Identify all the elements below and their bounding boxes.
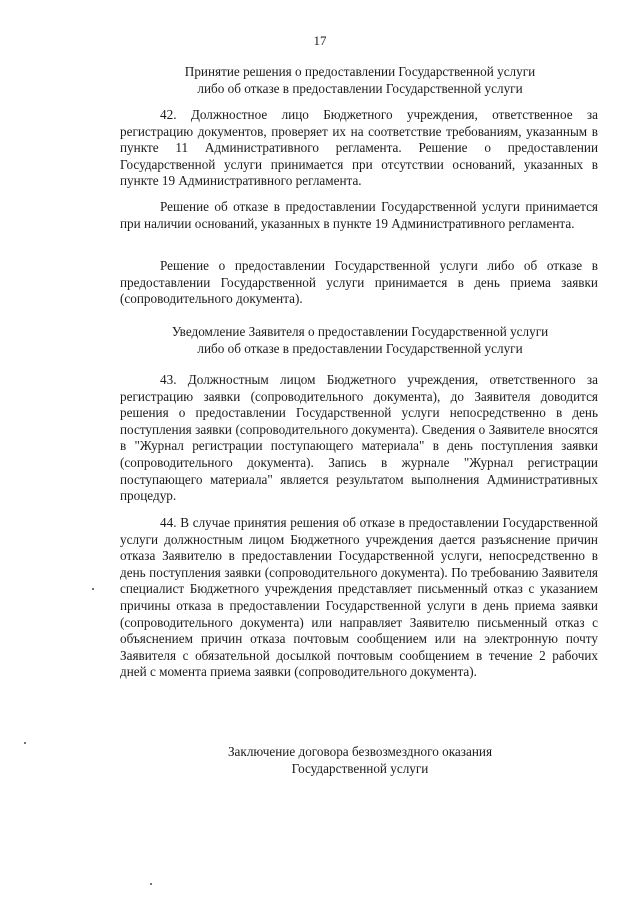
page-number: 17	[313, 33, 327, 48]
section-heading-decision	[120, 64, 600, 97]
paragraph-43: 43. Должностным лицом Бюджетного учреждения, ответственного за регистрацию заявки (сопроводительного документа), до Заявителя доводится решения о предоставлении Государственной услуги непосредственно в день поступления заявки (сопроводительного документа). Сведения о Заявителе вносятся в "Журнал регистрации поступающего материала" в день поступления заявки (сопроводительного документа). Запись в журнале "Журнал регистрации поступающего материала" является результатом выполнения Административных процедур.	[120, 372, 598, 504]
paragraph-refusal-decision: Решение об отказе в предоставлении Государственной услуги принимается при наличии оснований, указанных в пункте 19 Административного регламента.	[120, 199, 598, 231]
scan-speck	[24, 742, 26, 744]
section-heading-line: либо об отказе в предоставлении Государственной услуги	[197, 80, 523, 96]
paragraph-42: 42. Должностное лицо Бюджетного учреждения, ответственное за регистрацию документов, проверяет их на соответствие требованиям, указанным в пункте 11 Административного регламента. Решение о предоставлении Государственной услуги принимается при отсутствии оснований, указанных в пункте 19 Административного регламента.	[120, 107, 598, 189]
section-heading-line: либо об отказе в предоставлении Государственной услуги	[197, 340, 523, 356]
scan-speck	[92, 588, 94, 590]
section-heading-contract	[120, 744, 600, 777]
section-heading-line: Уведомление Заявителя о предоставлении Государственной услуги	[171, 324, 549, 339]
section-heading-line: Заключение договора безвозмездного оказания	[227, 744, 493, 759]
section-heading-line: Государственной услуги	[291, 760, 429, 776]
paragraph-decision-timing: Решение о предоставлении Государственной услуги либо об отказе в предоставлении Государственной услуги принимается в день приема заявки (сопроводительного документа).	[120, 258, 598, 307]
section-heading-line: Принятие решения о предоставлении Государственной услуги	[184, 64, 536, 79]
scan-speck	[150, 883, 152, 885]
paragraph-44: 44. В случае принятия решения об отказе в предоставлении Государственной услуги должностным лицом Бюджетного учреждения дается разъяснение причин отказа Заявителю в предоставлении Государственной услуги, непосредственно в день поступления заявки (сопроводительного документа). По требованию Заявителя специалист Бюджетного учреждения представляет письменный отказ с указанием причины отказа в предоставлении Государственной услуги в день приема заявки (сопроводительного документа) или направляет Заявителю письменный отказ с объяснением причин отказа почтовым сообщением или на электронную почту Заявителя с обязательной досылкой почтовым сообщением в течение 2 рабочих дней с момента приема заявки (сопроводительного документа).	[120, 515, 598, 680]
section-heading-notification	[120, 324, 600, 357]
